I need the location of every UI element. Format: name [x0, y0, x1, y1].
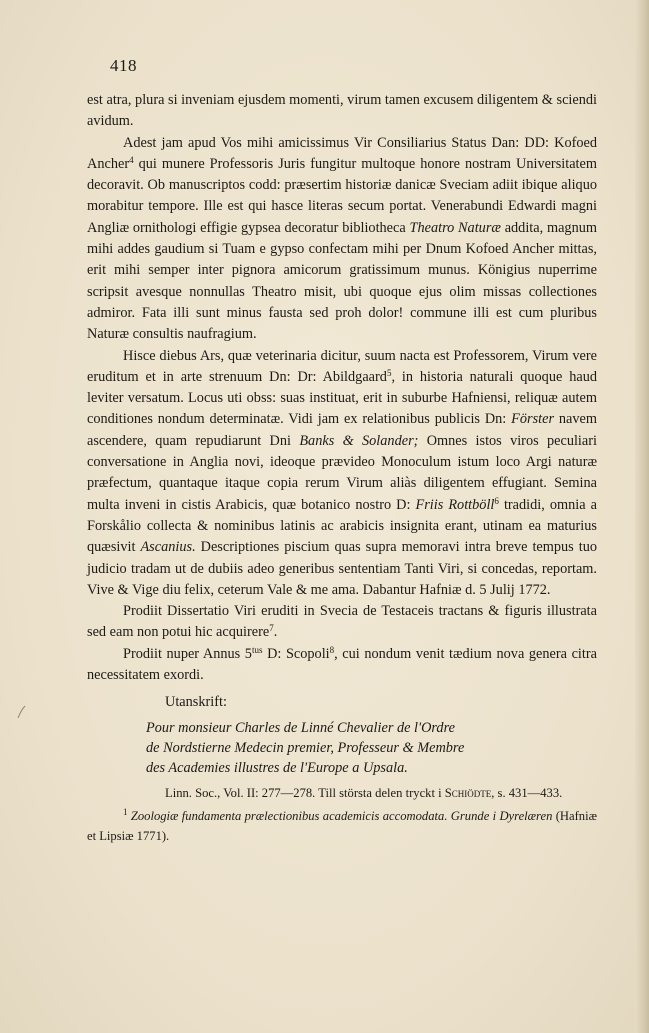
paragraph-3-text-d: Omnes istos viros peculiari conversatione in Anglia novi, ideoque prævideo Monoculum istum loco Argi naturæ præfectum, quantaque itaque copia rerum Virum aliàs diligentem effugiant. Semina multa inveni in cistis Arabicis, quæ botanico nostro D:: [87, 432, 597, 513]
paragraph-2-text-b: qui munere Professoris Juris fungitur multoque honore nostram Universitatem decoravit. Ob manuscriptos codd: præsertim historiæ danicæ Sveciam adiit ibique aliquo morabitur tempore. Ille est qui hasce literas secum portat. Venerabundi Edwardi magni Angliæ ornithologi effigie gypsea decoratur bibliotheca: [87, 155, 597, 236]
footnote-ref-5: 5: [386, 367, 392, 378]
paragraph-2-text-c: addita, magnum mihi addes gaudium si Tuam e gypso confectam mihi per Dnum Kofoed Ancher mittas, erit mihi semper inter pignora amicorum gratissimum munus. Königius nuperrime scripsit avesque nonnullas Theatro misit, ubi quoque ejus olim missas collectiones admiror. Fata illi sunt minus fausta sed proh dolor! commune illi est cum pluribus Naturæ consultis naufragium.: [87, 219, 597, 343]
source-author: Schiödte: [444, 785, 492, 800]
paragraph-4-text-b: .: [273, 624, 278, 641]
footnote-1-number: 1: [123, 807, 128, 818]
paragraph-2: [87, 133, 597, 346]
paragraph-3-text-e: tradidi, omnia a Forskålio collecta & nominibus latinis ac arabicis insignita erant, utinam ea maturius quæsivit: [87, 496, 597, 556]
theatro-naturae: Theatro Naturæ: [409, 219, 501, 236]
page-edge: [635, 0, 649, 1033]
address-line-3: des Academies illustres de l'Europe a Upsala.: [146, 759, 408, 776]
utanskrift-label: Utanskrift:: [165, 694, 227, 711]
paragraph-5-text-c: , cui nondum venit tædium nova genera citra necessitatem exordi.: [87, 645, 597, 684]
paragraph-3-text-c: navem ascendere, quam repudiarunt Dni: [87, 411, 597, 449]
paragraph-5-text-b: D: Scopoli: [262, 645, 330, 662]
address-line-2: de Nordstierne Medecin premier, Professeur & Membre: [146, 739, 465, 756]
address-line-1: Pour monsieur Charles de Linné Chevalier de l'Ordre: [146, 719, 455, 736]
paragraph-3-text-b: , in historia naturali quoque haud leviter versatum. Locus uti obss: suas instituat, erit in suburbe Hafniensi, reliquæ autem conditiones nondum determinatæ. Vidi jam ex relationibus publicis Dn:: [87, 368, 597, 428]
name-ascanius: Ascanius.: [140, 539, 196, 556]
margin-pencil-mark: [16, 704, 28, 720]
paragraph-3-text-f: Descriptiones piscium quas supra memoravi intra breve tempus tuo judicio tradam ut de dubiis adeo generibus sententiam Tanti Viri, si concedas, reportam. Vive & Vige diu felix, ceterum Vale & me ama. Dabantur Hafniæ d. 5 Julij 1772.: [87, 539, 597, 598]
superscript-tus: tus: [251, 644, 263, 655]
footnote-ref-4: 4: [129, 154, 134, 165]
paragraph-4: [87, 601, 597, 644]
paragraph-5-text-a: Prodiit nuper Annus 5: [123, 645, 252, 662]
paragraph-1: est atra, plura si inveniam ejusdem momenti, virum tamen excusem diligentem & sciendi avidum.: [87, 92, 597, 130]
source-text-a: Linn. Soc., Vol. II: 277—278. Till största delen tryckt i: [165, 785, 445, 800]
source-text-b: , s. 431—433.: [491, 785, 563, 800]
page-number: 418: [110, 56, 137, 75]
paragraph-3-text-a: Hisce diebus Ars, quæ veterinaria dicitur, suum nacta est Professorem, Virum vere eruditum et in arte strenuum Dn: Dr: Abildgaard: [87, 347, 597, 385]
footnote-ref-7: 7: [269, 623, 274, 634]
paragraph-4-text-a: Prodiit Dissertatio Viri eruditi in Svecia de Testaceis tractans & figuris illustrata sed eam non potui hic acquirere: [87, 603, 597, 641]
footnote-1-publication: (Hafniæ et Lipsiæ 1771).: [87, 809, 597, 843]
name-friis-rottboll: Friis Rottböll: [415, 496, 495, 513]
footnote-1: [87, 807, 597, 846]
footnote-ref-8: 8: [329, 644, 335, 655]
letter-body: [87, 90, 597, 846]
name-forster: Förster: [511, 411, 555, 428]
paragraph-2-text-a: Adest jam apud Vos mihi amicissimus Vir Consiliarius Status Dan: DD: Kofoed Ancher: [87, 134, 597, 172]
paragraph-3: [87, 346, 597, 602]
footnote-ref-6: 6: [494, 495, 499, 506]
name-banks-solander: Banks & Solander;: [299, 432, 419, 449]
footnote-1-title: Zoologiæ fundamenta prælectionibus academicis accomodata. Grunde i Dyrelæren: [130, 809, 553, 824]
source-note: [87, 784, 597, 804]
paragraph-5: [87, 644, 597, 687]
